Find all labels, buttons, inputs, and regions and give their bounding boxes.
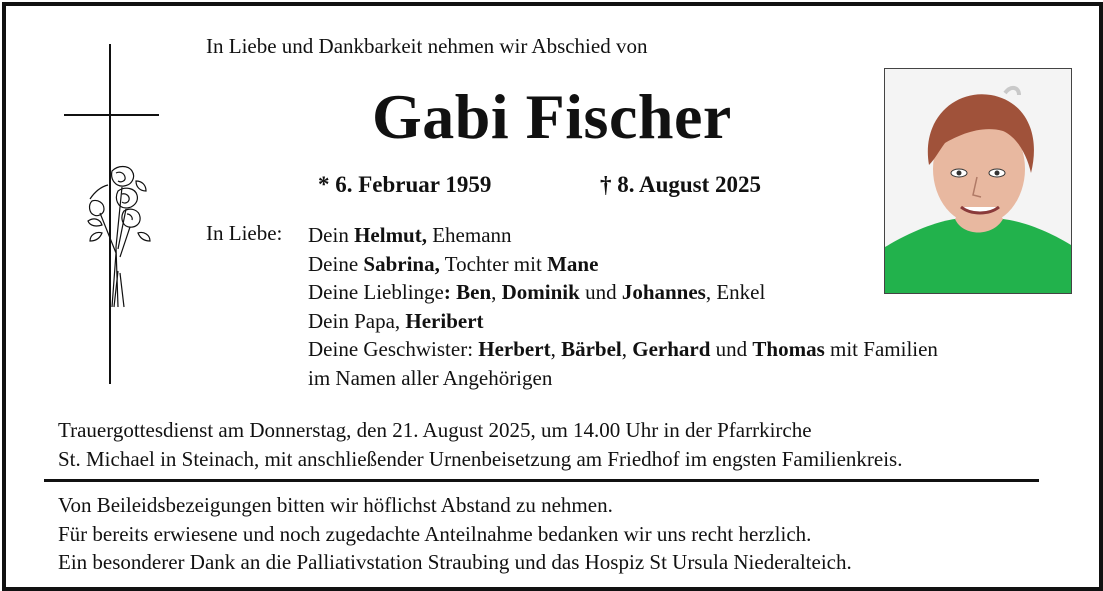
mourners-label: In Liebe: [206,221,283,245]
mourner-line: Deine Geschwister: Herbert, Bärbel, Gerhard und Thomas mit Familien [308,337,938,361]
thanks-line: Von Beileidsbezeigungen bitten wir höflichst Abstand zu nehmen. [58,493,613,517]
deceased-name: Gabi Fischer [372,81,732,152]
thanks-line: Ein besonderer Dank an die Palliativstation Straubing und das Hospiz St Ursula Niederalteich. [58,550,852,574]
mourner-line: Dein Helmut, Ehemann [308,223,512,247]
service-line: St. Michael in Steinach, mit anschließender Urnenbeisetzung am Friedhof im engsten Familienkreis. [58,446,903,471]
portrait-photo [884,68,1072,294]
mourner-line: Deine Lieblinge: Ben, Dominik und Johannes, Enkel [308,280,766,304]
roses-icon [78,161,158,311]
cross-horizontal-bar [64,114,159,116]
obituary-card [2,2,1103,591]
mourner-line: Deine Sabrina, Tochter mit Mane [308,251,599,276]
mourners-list [308,221,938,392]
mourner-line: im Namen aller Angehörigen [308,365,553,390]
thanks-text [58,491,852,577]
divider [44,479,1039,482]
death-date: † 8. August 2025 [600,172,762,197]
thanks-line: Für bereits erwiesene und noch zugedachte Anteilnahme bedanken wir uns recht herzlich. [58,521,812,546]
mourner-line: Dein Papa, Heribert [308,308,484,333]
service-line: Trauergottesdienst am Donnerstag, den 21. August 2025, um 14.00 Uhr in der Pfarrkirche [58,418,812,442]
intro-text: In Liebe und Dankbarkeit nehmen wir Abschied von [206,34,648,58]
portrait-icon [885,69,1071,293]
funeral-service-info [58,416,902,473]
birth-date: * 6. Februar 1959 [318,172,492,197]
